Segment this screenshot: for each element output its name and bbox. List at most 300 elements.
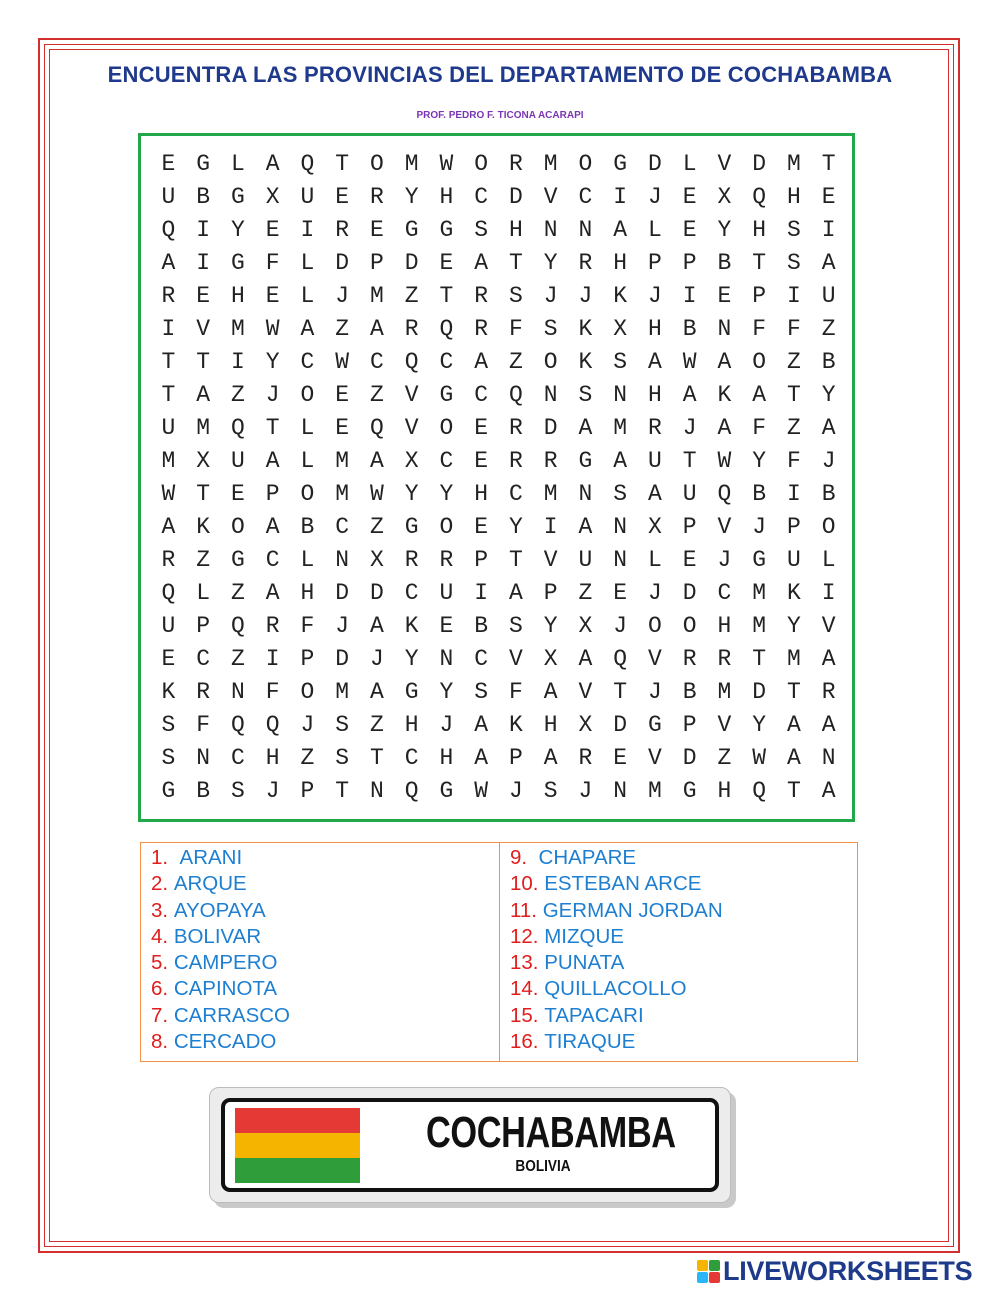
grid-letter[interactable]: S <box>474 217 489 243</box>
grid-letter[interactable]: E <box>369 217 384 243</box>
grid-letter[interactable]: N <box>717 316 732 342</box>
grid-letter[interactable]: Q <box>752 778 767 804</box>
grid-letter[interactable]: O <box>439 415 454 441</box>
grid-letter[interactable]: Q <box>439 316 454 342</box>
grid-letter[interactable]: F <box>786 316 801 342</box>
grid-letter[interactable]: K <box>196 514 211 540</box>
grid-letter[interactable]: T <box>196 481 211 507</box>
grid-letter[interactable]: J <box>717 547 732 573</box>
grid-letter[interactable]: O <box>543 349 558 375</box>
grid-letter[interactable]: H <box>717 778 732 804</box>
grid-letter[interactable]: Q <box>613 646 628 672</box>
grid-letter[interactable]: D <box>369 580 384 606</box>
grid-letter[interactable]: S <box>230 778 245 804</box>
grid-letter[interactable]: Y <box>752 448 767 474</box>
grid-letter[interactable]: A <box>474 745 489 771</box>
grid-letter[interactable]: D <box>335 646 350 672</box>
grid-letter[interactable]: I <box>786 481 801 507</box>
grid-letter[interactable]: V <box>196 316 211 342</box>
grid-letter[interactable]: Z <box>230 580 245 606</box>
grid-letter[interactable]: R <box>578 250 593 276</box>
grid-letter[interactable]: S <box>335 712 350 738</box>
grid-letter[interactable]: W <box>474 778 489 804</box>
grid-letter[interactable]: K <box>717 382 732 408</box>
grid-letter[interactable]: B <box>821 349 836 375</box>
grid-letter[interactable]: B <box>196 184 211 210</box>
grid-letter[interactable]: Y <box>439 679 454 705</box>
grid-letter[interactable]: G <box>161 778 176 804</box>
grid-letter[interactable]: R <box>717 646 732 672</box>
grid-letter[interactable]: Q <box>752 184 767 210</box>
grid-letter[interactable]: Z <box>369 712 384 738</box>
grid-letter[interactable]: J <box>647 580 662 606</box>
grid-letter[interactable]: M <box>335 481 350 507</box>
grid-letter[interactable]: A <box>508 580 523 606</box>
grid-letter[interactable]: Z <box>786 415 801 441</box>
grid-letter[interactable]: G <box>682 778 697 804</box>
grid-letter[interactable]: A <box>369 613 384 639</box>
grid-letter[interactable]: A <box>821 646 836 672</box>
grid-letter[interactable]: F <box>508 679 523 705</box>
grid-letter[interactable]: V <box>404 382 419 408</box>
grid-letter[interactable]: T <box>265 415 280 441</box>
grid-letter[interactable]: C <box>474 184 489 210</box>
grid-letter[interactable]: Y <box>752 712 767 738</box>
grid-letter[interactable]: K <box>508 712 523 738</box>
grid-letter[interactable]: L <box>647 547 662 573</box>
grid-letter[interactable]: D <box>613 712 628 738</box>
grid-letter[interactable]: H <box>647 382 662 408</box>
grid-letter[interactable]: H <box>647 316 662 342</box>
grid-letter[interactable]: I <box>196 217 211 243</box>
grid-letter[interactable]: A <box>613 217 628 243</box>
grid-letter[interactable]: B <box>196 778 211 804</box>
grid-letter[interactable]: I <box>786 283 801 309</box>
grid-letter[interactable]: I <box>300 217 315 243</box>
grid-letter[interactable]: M <box>335 679 350 705</box>
grid-letter[interactable]: Y <box>821 382 836 408</box>
grid-letter[interactable]: S <box>543 778 558 804</box>
grid-letter[interactable]: O <box>369 151 384 177</box>
grid-letter[interactable]: N <box>543 382 558 408</box>
grid-letter[interactable]: Q <box>404 349 419 375</box>
grid-letter[interactable]: N <box>613 778 628 804</box>
grid-letter[interactable]: T <box>335 778 350 804</box>
grid-letter[interactable]: A <box>265 514 280 540</box>
grid-letter[interactable]: A <box>578 514 593 540</box>
grid-letter[interactable]: O <box>682 613 697 639</box>
grid-letter[interactable]: T <box>786 778 801 804</box>
grid-letter[interactable]: E <box>265 283 280 309</box>
grid-letter[interactable]: U <box>682 481 697 507</box>
grid-letter[interactable]: G <box>752 547 767 573</box>
grid-letter[interactable]: E <box>682 217 697 243</box>
grid-letter[interactable]: F <box>265 679 280 705</box>
grid-letter[interactable]: N <box>196 745 211 771</box>
grid-letter[interactable]: Z <box>369 382 384 408</box>
grid-letter[interactable]: G <box>230 184 245 210</box>
grid-letter[interactable]: S <box>508 613 523 639</box>
grid-letter[interactable]: V <box>717 712 732 738</box>
grid-letter[interactable]: D <box>682 580 697 606</box>
grid-letter[interactable]: Y <box>717 217 732 243</box>
grid-letter[interactable]: H <box>474 481 489 507</box>
grid-letter[interactable]: R <box>439 547 454 573</box>
grid-letter[interactable]: D <box>682 745 697 771</box>
grid-letter[interactable]: N <box>578 217 593 243</box>
grid-letter[interactable]: X <box>369 547 384 573</box>
grid-letter[interactable]: C <box>230 745 245 771</box>
grid-letter[interactable]: J <box>821 448 836 474</box>
grid-letter[interactable]: J <box>265 382 280 408</box>
grid-letter[interactable]: S <box>786 217 801 243</box>
grid-letter[interactable]: K <box>404 613 419 639</box>
grid-letter[interactable]: Z <box>196 547 211 573</box>
grid-letter[interactable]: T <box>161 382 176 408</box>
grid-letter[interactable]: U <box>647 448 662 474</box>
grid-letter[interactable]: I <box>821 580 836 606</box>
grid-letter[interactable]: P <box>196 613 211 639</box>
grid-letter[interactable]: X <box>613 316 628 342</box>
grid-letter[interactable]: F <box>752 316 767 342</box>
grid-letter[interactable]: Q <box>161 217 176 243</box>
grid-letter[interactable]: Y <box>543 250 558 276</box>
grid-letter[interactable]: L <box>647 217 662 243</box>
grid-letter[interactable]: R <box>474 316 489 342</box>
grid-letter[interactable]: C <box>578 184 593 210</box>
grid-letter[interactable]: C <box>508 481 523 507</box>
grid-letter[interactable]: F <box>508 316 523 342</box>
grid-letter[interactable]: X <box>578 613 593 639</box>
grid-letter[interactable]: P <box>682 712 697 738</box>
grid-letter[interactable]: U <box>161 613 176 639</box>
grid-letter[interactable]: B <box>682 679 697 705</box>
grid-letter[interactable]: G <box>404 514 419 540</box>
grid-letter[interactable]: V <box>821 613 836 639</box>
grid-letter[interactable]: U <box>161 415 176 441</box>
grid-letter[interactable]: T <box>508 250 523 276</box>
grid-letter[interactable]: R <box>196 679 211 705</box>
grid-letter[interactable]: Q <box>404 778 419 804</box>
grid-letter[interactable]: R <box>508 415 523 441</box>
grid-letter[interactable]: A <box>161 514 176 540</box>
grid-letter[interactable]: C <box>474 646 489 672</box>
grid-letter[interactable]: B <box>300 514 315 540</box>
grid-letter[interactable]: D <box>647 151 662 177</box>
grid-letter[interactable]: W <box>265 316 280 342</box>
grid-letter[interactable]: E <box>682 547 697 573</box>
grid-letter[interactable]: M <box>543 151 558 177</box>
grid-letter[interactable]: D <box>335 580 350 606</box>
grid-letter[interactable]: Y <box>786 613 801 639</box>
grid-letter[interactable]: R <box>404 316 419 342</box>
grid-letter[interactable]: K <box>578 316 593 342</box>
grid-letter[interactable]: C <box>439 349 454 375</box>
grid-letter[interactable]: D <box>752 151 767 177</box>
grid-letter[interactable]: M <box>369 283 384 309</box>
grid-letter[interactable]: S <box>543 316 558 342</box>
grid-letter[interactable]: E <box>474 448 489 474</box>
grid-letter[interactable]: T <box>786 679 801 705</box>
grid-letter[interactable]: T <box>369 745 384 771</box>
grid-letter[interactable]: R <box>647 415 662 441</box>
grid-letter[interactable]: H <box>265 745 280 771</box>
grid-letter[interactable]: W <box>717 448 732 474</box>
grid-letter[interactable]: M <box>786 151 801 177</box>
grid-letter[interactable]: R <box>821 679 836 705</box>
grid-letter[interactable]: R <box>508 448 523 474</box>
grid-letter[interactable]: A <box>543 745 558 771</box>
grid-letter[interactable]: A <box>682 382 697 408</box>
grid-letter[interactable]: R <box>335 217 350 243</box>
grid-letter[interactable]: R <box>682 646 697 672</box>
grid-letter[interactable]: V <box>717 514 732 540</box>
grid-letter[interactable]: X <box>196 448 211 474</box>
grid-letter[interactable]: Y <box>265 349 280 375</box>
grid-letter[interactable]: V <box>404 415 419 441</box>
grid-letter[interactable]: K <box>613 283 628 309</box>
grid-letter[interactable]: E <box>161 151 176 177</box>
grid-letter[interactable]: T <box>196 349 211 375</box>
grid-letter[interactable]: E <box>717 283 732 309</box>
grid-letter[interactable]: P <box>300 646 315 672</box>
grid-letter[interactable]: R <box>369 184 384 210</box>
grid-letter[interactable]: J <box>369 646 384 672</box>
grid-letter[interactable]: G <box>578 448 593 474</box>
grid-letter[interactable]: T <box>752 250 767 276</box>
grid-letter[interactable]: O <box>474 151 489 177</box>
grid-letter[interactable]: R <box>161 547 176 573</box>
grid-letter[interactable]: Q <box>230 712 245 738</box>
grid-letter[interactable]: J <box>439 712 454 738</box>
grid-letter[interactable]: V <box>578 679 593 705</box>
grid-letter[interactable]: Q <box>265 712 280 738</box>
grid-letter[interactable]: U <box>821 283 836 309</box>
grid-letter[interactable]: P <box>265 481 280 507</box>
grid-letter[interactable]: X <box>578 712 593 738</box>
grid-letter[interactable]: Z <box>230 382 245 408</box>
grid-letter[interactable]: J <box>300 712 315 738</box>
grid-letter[interactable]: L <box>300 283 315 309</box>
grid-letter[interactable]: D <box>752 679 767 705</box>
grid-letter[interactable]: V <box>508 646 523 672</box>
grid-letter[interactable]: P <box>786 514 801 540</box>
grid-letter[interactable]: R <box>578 745 593 771</box>
grid-letter[interactable]: Z <box>786 349 801 375</box>
grid-letter[interactable]: Z <box>508 349 523 375</box>
grid-letter[interactable]: D <box>543 415 558 441</box>
grid-letter[interactable]: S <box>474 679 489 705</box>
grid-letter[interactable]: P <box>474 547 489 573</box>
grid-letter[interactable]: A <box>474 712 489 738</box>
grid-letter[interactable]: A <box>161 250 176 276</box>
grid-letter[interactable]: P <box>682 250 697 276</box>
grid-letter[interactable]: G <box>230 547 245 573</box>
grid-letter[interactable]: Q <box>161 580 176 606</box>
grid-letter[interactable]: G <box>404 217 419 243</box>
grid-letter[interactable]: H <box>752 217 767 243</box>
grid-letter[interactable]: O <box>300 679 315 705</box>
grid-letter[interactable]: O <box>578 151 593 177</box>
grid-letter[interactable]: J <box>752 514 767 540</box>
grid-letter[interactable]: C <box>439 448 454 474</box>
grid-letter[interactable]: Z <box>335 316 350 342</box>
grid-letter[interactable]: A <box>717 349 732 375</box>
grid-letter[interactable]: S <box>508 283 523 309</box>
grid-letter[interactable]: G <box>647 712 662 738</box>
grid-letter[interactable]: F <box>752 415 767 441</box>
grid-letter[interactable]: G <box>230 250 245 276</box>
grid-letter[interactable]: A <box>821 778 836 804</box>
grid-letter[interactable]: C <box>404 580 419 606</box>
grid-letter[interactable]: H <box>404 712 419 738</box>
grid-letter[interactable]: L <box>300 415 315 441</box>
grid-letter[interactable]: G <box>196 151 211 177</box>
grid-letter[interactable]: Y <box>543 613 558 639</box>
grid-letter[interactable]: V <box>543 184 558 210</box>
grid-letter[interactable]: W <box>682 349 697 375</box>
grid-letter[interactable]: F <box>265 250 280 276</box>
grid-letter[interactable]: Q <box>230 613 245 639</box>
grid-letter[interactable]: Z <box>578 580 593 606</box>
grid-letter[interactable]: A <box>474 250 489 276</box>
grid-letter[interactable]: H <box>717 613 732 639</box>
grid-letter[interactable]: R <box>265 613 280 639</box>
grid-letter[interactable]: G <box>439 382 454 408</box>
grid-letter[interactable]: A <box>300 316 315 342</box>
grid-letter[interactable]: V <box>647 745 662 771</box>
grid-letter[interactable]: W <box>752 745 767 771</box>
grid-letter[interactable]: T <box>821 151 836 177</box>
grid-letter[interactable]: Q <box>369 415 384 441</box>
grid-letter[interactable]: C <box>300 349 315 375</box>
grid-letter[interactable]: H <box>230 283 245 309</box>
grid-letter[interactable]: C <box>196 646 211 672</box>
grid-letter[interactable]: P <box>682 514 697 540</box>
grid-letter[interactable]: J <box>647 283 662 309</box>
grid-letter[interactable]: Z <box>300 745 315 771</box>
grid-letter[interactable]: T <box>335 151 350 177</box>
grid-letter[interactable]: K <box>786 580 801 606</box>
grid-letter[interactable]: A <box>265 151 280 177</box>
grid-letter[interactable]: D <box>335 250 350 276</box>
grid-letter[interactable]: H <box>300 580 315 606</box>
grid-letter[interactable]: O <box>300 481 315 507</box>
grid-letter[interactable]: G <box>439 778 454 804</box>
grid-letter[interactable]: J <box>647 679 662 705</box>
grid-letter[interactable]: U <box>230 448 245 474</box>
grid-letter[interactable]: E <box>161 646 176 672</box>
grid-letter[interactable]: N <box>578 481 593 507</box>
grid-letter[interactable]: W <box>369 481 384 507</box>
grid-letter[interactable]: E <box>335 184 350 210</box>
grid-letter[interactable]: H <box>613 250 628 276</box>
grid-letter[interactable]: C <box>335 514 350 540</box>
grid-letter[interactable]: N <box>543 217 558 243</box>
grid-letter[interactable]: N <box>335 547 350 573</box>
grid-letter[interactable]: E <box>196 283 211 309</box>
grid-letter[interactable]: A <box>369 679 384 705</box>
grid-letter[interactable]: B <box>682 316 697 342</box>
grid-letter[interactable]: C <box>474 382 489 408</box>
grid-letter[interactable]: V <box>647 646 662 672</box>
grid-letter[interactable]: J <box>578 778 593 804</box>
grid-letter[interactable]: B <box>821 481 836 507</box>
grid-letter[interactable]: S <box>786 250 801 276</box>
grid-letter[interactable]: I <box>265 646 280 672</box>
grid-letter[interactable]: M <box>230 316 245 342</box>
grid-letter[interactable]: M <box>404 151 419 177</box>
grid-letter[interactable]: M <box>717 679 732 705</box>
grid-letter[interactable]: U <box>578 547 593 573</box>
grid-letter[interactable]: A <box>717 415 732 441</box>
grid-letter[interactable]: J <box>543 283 558 309</box>
grid-letter[interactable]: A <box>474 349 489 375</box>
grid-letter[interactable]: Y <box>404 481 419 507</box>
grid-letter[interactable]: Z <box>369 514 384 540</box>
grid-letter[interactable]: H <box>439 745 454 771</box>
grid-letter[interactable]: N <box>439 646 454 672</box>
grid-letter[interactable]: O <box>752 349 767 375</box>
grid-letter[interactable]: E <box>474 415 489 441</box>
grid-letter[interactable]: I <box>196 250 211 276</box>
grid-letter[interactable]: A <box>265 448 280 474</box>
grid-letter[interactable]: I <box>821 217 836 243</box>
grid-letter[interactable]: N <box>613 547 628 573</box>
grid-letter[interactable]: L <box>821 547 836 573</box>
grid-letter[interactable]: G <box>404 679 419 705</box>
grid-letter[interactable]: C <box>404 745 419 771</box>
grid-letter[interactable]: S <box>613 481 628 507</box>
grid-letter[interactable]: P <box>508 745 523 771</box>
grid-letter[interactable]: A <box>196 382 211 408</box>
grid-letter[interactable]: N <box>613 514 628 540</box>
grid-letter[interactable]: A <box>543 679 558 705</box>
grid-letter[interactable]: N <box>613 382 628 408</box>
grid-letter[interactable]: E <box>613 745 628 771</box>
grid-letter[interactable]: R <box>404 547 419 573</box>
grid-letter[interactable]: C <box>717 580 732 606</box>
grid-letter[interactable]: R <box>161 283 176 309</box>
grid-letter[interactable]: T <box>786 382 801 408</box>
grid-letter[interactable]: I <box>230 349 245 375</box>
grid-letter[interactable]: S <box>161 745 176 771</box>
grid-letter[interactable]: J <box>335 613 350 639</box>
grid-letter[interactable]: W <box>335 349 350 375</box>
grid-letter[interactable]: Q <box>230 415 245 441</box>
grid-letter[interactable]: N <box>821 745 836 771</box>
grid-letter[interactable]: V <box>543 547 558 573</box>
grid-letter[interactable]: G <box>439 217 454 243</box>
grid-letter[interactable]: J <box>335 283 350 309</box>
grid-letter[interactable]: J <box>647 184 662 210</box>
grid-letter[interactable]: N <box>230 679 245 705</box>
grid-letter[interactable]: S <box>161 712 176 738</box>
grid-letter[interactable]: X <box>404 448 419 474</box>
grid-letter[interactable]: A <box>752 382 767 408</box>
grid-letter[interactable]: A <box>647 481 662 507</box>
grid-letter[interactable]: M <box>786 646 801 672</box>
grid-letter[interactable]: P <box>647 250 662 276</box>
grid-letter[interactable]: O <box>230 514 245 540</box>
grid-letter[interactable]: X <box>265 184 280 210</box>
grid-letter[interactable]: S <box>578 382 593 408</box>
grid-letter[interactable]: A <box>578 415 593 441</box>
grid-letter[interactable]: I <box>613 184 628 210</box>
grid-letter[interactable]: U <box>161 184 176 210</box>
grid-letter[interactable]: M <box>647 778 662 804</box>
grid-letter[interactable]: E <box>439 250 454 276</box>
